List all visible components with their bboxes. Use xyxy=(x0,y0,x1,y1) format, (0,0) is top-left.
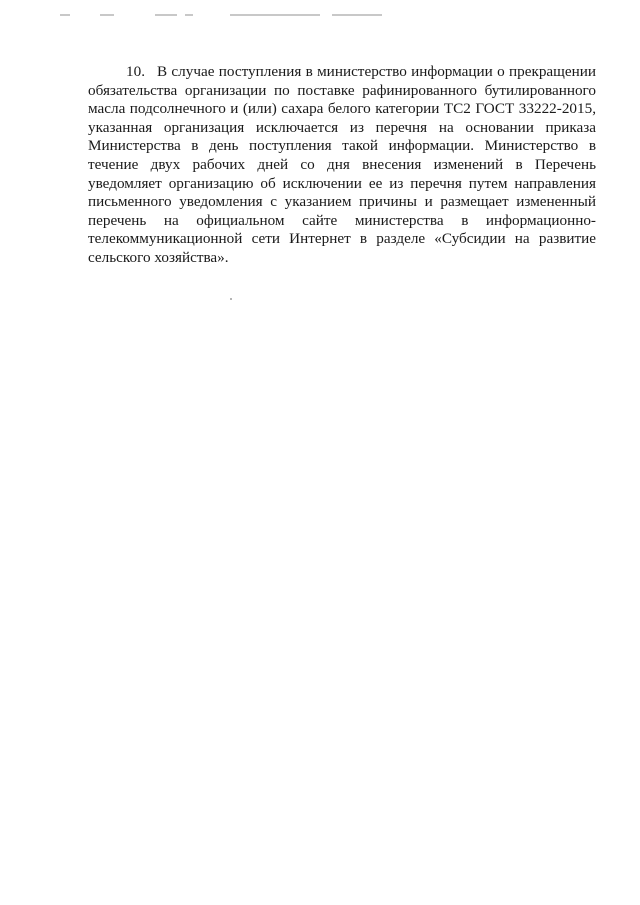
scan-artifact-strip xyxy=(60,14,390,18)
paragraph-number: 10. xyxy=(126,63,145,80)
paragraph-text: В случае поступления в министерство информации о прекращении обязательства организации по поставке рафинированного бутилированного масла подсолнечного и (или) сахара белого категории ТС2 ГОСТ 33222-2015, указанная организация исключается из перечня на основании приказа Министерства в день поступления такой информации. Министерство в течение двух рабочих дней со дня внесения изменений в Перечень уведомляет организацию об исключении ее из перечня путем направления письменного уведомления с указанием причины и размещает измененный перечень на официальном сайте министерства в информационно-телекоммуникационной сети Интернет в разделе «Субсидии на развитие сельского хозяйства». xyxy=(88,63,596,266)
paragraph-10 xyxy=(88,63,596,268)
scan-speck xyxy=(230,298,232,300)
document-body xyxy=(88,63,596,268)
